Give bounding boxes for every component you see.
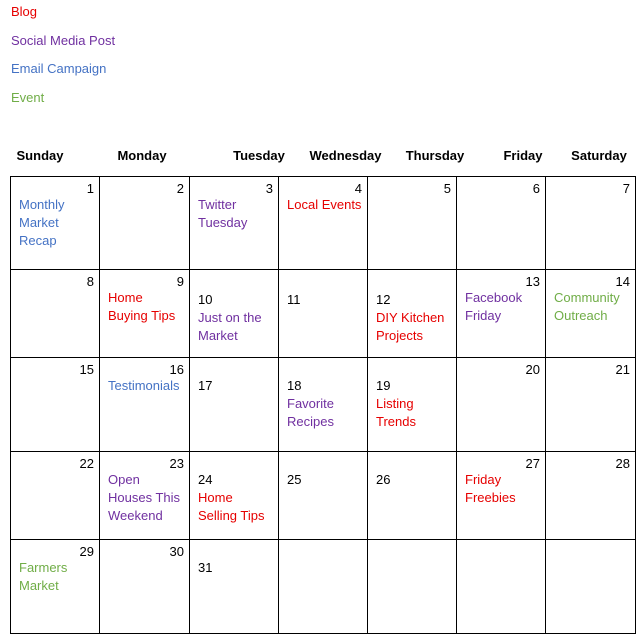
day-number: 20: [525, 362, 540, 377]
week-row: [11, 452, 636, 540]
day-cell-9[interactable]: [100, 270, 190, 358]
day-number: 6: [532, 181, 540, 196]
day-cell-4[interactable]: [279, 177, 368, 270]
weekday-thursday: Thursday: [405, 148, 465, 163]
day-cell-empty: [457, 540, 546, 634]
day-cell-3[interactable]: [190, 177, 279, 270]
weekday-tuesday: Tuesday: [233, 148, 285, 163]
legend-blog: Blog: [11, 4, 38, 19]
event-label: Facebook Friday: [465, 290, 523, 323]
event-label: Open Houses This Weekend: [108, 472, 181, 523]
event-label: Testimonials: [108, 378, 180, 393]
day-cell-5[interactable]: [368, 177, 457, 270]
day-number: 22: [79, 456, 94, 471]
weekday-friday: Friday: [503, 148, 543, 163]
event-label: DIY Kitchen Projects: [376, 310, 445, 343]
day-number: 4: [354, 181, 362, 196]
event-label: Just on the Market: [198, 310, 262, 343]
day-number: 17: [198, 378, 213, 393]
day-number: 15: [79, 362, 94, 377]
week-row: [11, 540, 636, 634]
day-number: 8: [86, 274, 94, 289]
event-label: Farmers Market: [19, 560, 68, 593]
legend-event: Event: [11, 89, 45, 105]
day-cell-20[interactable]: [457, 358, 546, 452]
day-cell-16[interactable]: [100, 358, 190, 452]
day-number: 24: [198, 472, 213, 487]
day-number: 18: [287, 378, 302, 393]
day-number: 31: [198, 560, 213, 575]
day-cell-15[interactable]: [11, 358, 100, 452]
day-cell-13[interactable]: [457, 270, 546, 358]
event-label: Listing Trends: [376, 396, 416, 429]
day-cell-31[interactable]: [190, 540, 279, 634]
day-number: 5: [443, 181, 451, 196]
day-cell-17[interactable]: [190, 358, 279, 452]
day-number: 26: [376, 472, 391, 487]
legend-social-media-post: Social Media Post: [11, 32, 116, 48]
event-label: Favorite Recipes: [287, 396, 334, 429]
week-row: [11, 358, 636, 452]
day-cell-11[interactable]: [279, 270, 368, 358]
day-cell-14[interactable]: [546, 270, 636, 358]
day-cell-19[interactable]: [368, 358, 457, 452]
event-label: Community Outreach: [554, 290, 620, 323]
day-number: 10: [198, 292, 213, 307]
day-number: 11: [287, 292, 301, 307]
day-cell-24[interactable]: [190, 452, 279, 540]
day-number: 16: [169, 362, 184, 377]
day-number: 19: [376, 378, 391, 393]
legend-email-campaign: Email Campaign: [11, 61, 107, 76]
day-number: 30: [169, 544, 184, 559]
day-number: 9: [176, 274, 184, 289]
day-number: 1: [86, 181, 94, 196]
day-cell-8[interactable]: [11, 270, 100, 358]
day-number: 21: [615, 362, 630, 377]
weekday-monday: Monday: [117, 148, 167, 163]
day-cell-28[interactable]: [546, 452, 636, 540]
day-cell-23[interactable]: [100, 452, 190, 540]
day-number: 13: [525, 274, 540, 289]
legend: [11, 3, 115, 117]
week-row: [11, 177, 636, 270]
day-cell-1[interactable]: [11, 177, 100, 270]
day-cell-empty: [368, 540, 457, 634]
day-cell-12[interactable]: [368, 270, 457, 358]
day-number: 7: [622, 181, 630, 196]
day-cell-10[interactable]: [190, 270, 279, 358]
day-number: 2: [176, 181, 184, 196]
event-label: Home Buying Tips: [108, 290, 176, 323]
event-label: Local Events: [287, 197, 362, 212]
weekday-wednesday: Wednesday: [309, 148, 382, 163]
day-cell-empty: [546, 540, 636, 634]
day-cell-empty: [279, 540, 368, 634]
day-number: 27: [525, 456, 540, 471]
weekday-saturday: Saturday: [571, 148, 627, 163]
day-cell-6[interactable]: [457, 177, 546, 270]
day-number: 29: [79, 544, 94, 559]
day-number: 28: [615, 456, 630, 471]
weekday-sunday: Sunday: [16, 148, 64, 163]
day-number: 12: [376, 292, 391, 307]
week-row: [11, 270, 636, 358]
event-label: Friday Freebies: [465, 472, 516, 505]
day-cell-25[interactable]: [279, 452, 368, 540]
day-cell-22[interactable]: [11, 452, 100, 540]
event-label: Monthly Market Recap: [19, 197, 65, 248]
day-cell-29[interactable]: [11, 540, 100, 634]
day-cell-26[interactable]: [368, 452, 457, 540]
day-number: 23: [169, 456, 184, 471]
day-number: 25: [287, 472, 302, 487]
day-cell-7[interactable]: [546, 177, 636, 270]
calendar-grid: [10, 176, 636, 634]
day-cell-21[interactable]: [546, 358, 636, 452]
day-number: 3: [265, 181, 273, 196]
day-cell-30[interactable]: [100, 540, 190, 634]
day-cell-27[interactable]: [457, 452, 546, 540]
day-number: 14: [615, 274, 630, 289]
event-label: Home Selling Tips: [198, 490, 265, 523]
event-label: Twitter Tuesday: [198, 197, 248, 230]
weekday-header: [10, 146, 635, 166]
day-cell-18[interactable]: [279, 358, 368, 452]
day-cell-2[interactable]: [100, 177, 190, 270]
